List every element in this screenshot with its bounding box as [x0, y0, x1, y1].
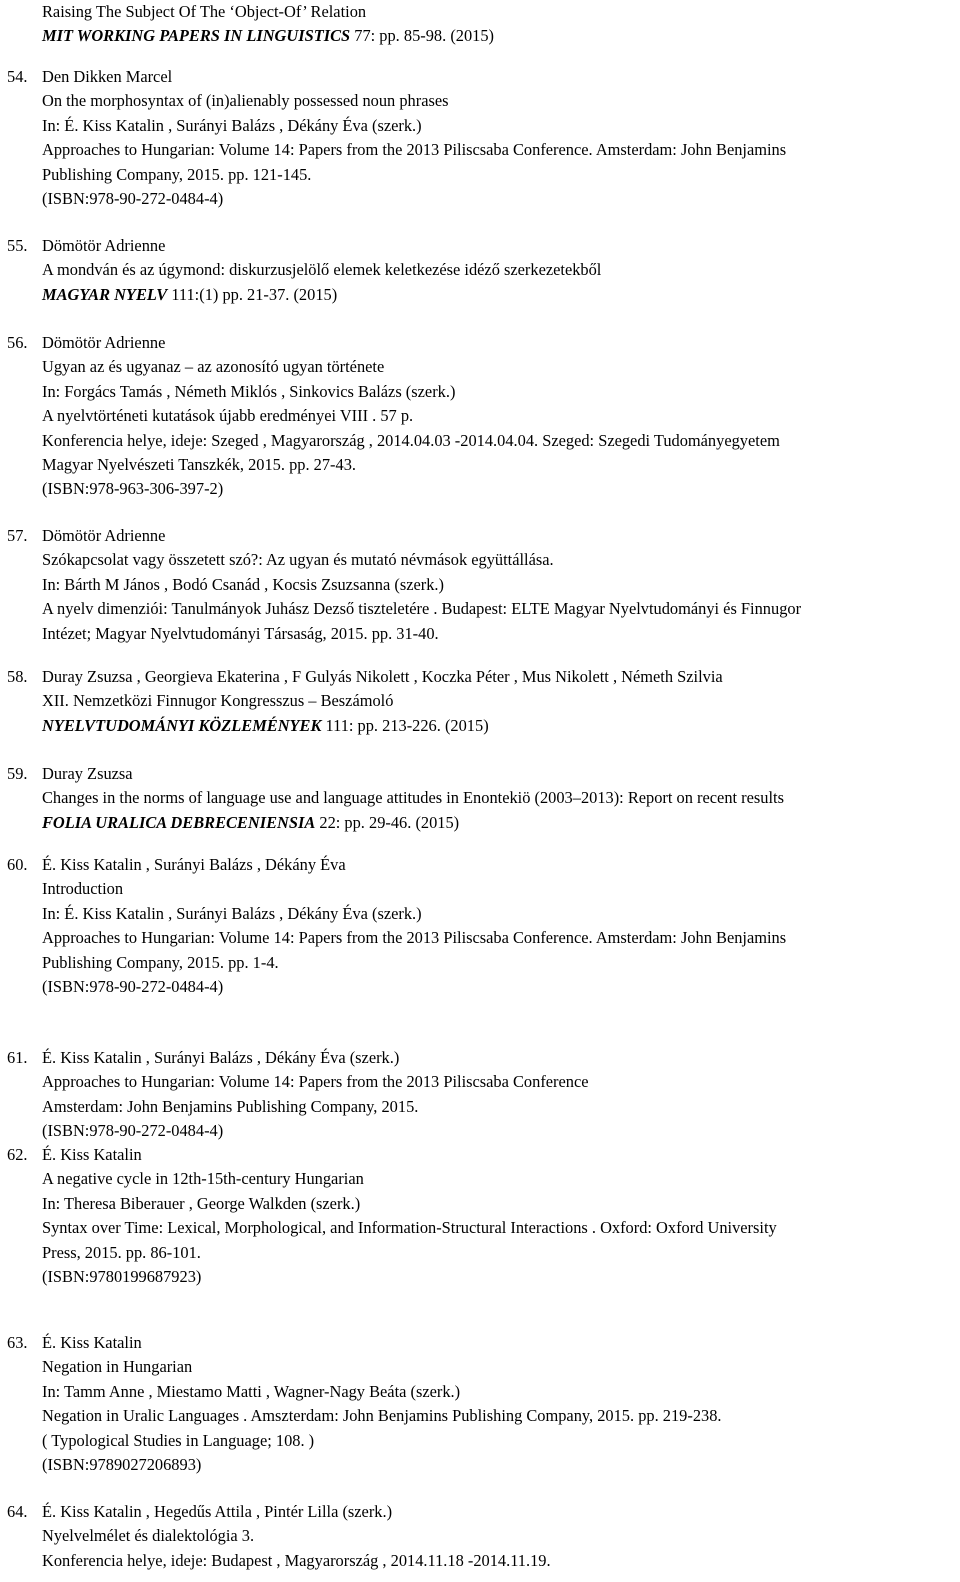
entry-text: 22: pp. 29-46. (2015): [315, 812, 460, 832]
entry-text: 111: pp. 213-226. (2015): [321, 715, 489, 735]
entry-line: [42, 951, 279, 975]
entry-line: [42, 1549, 551, 1573]
entry-text: Intézet; Magyar Nyelvtudományi Társaság, 2015. pp. 31-40.: [42, 623, 439, 643]
entry-line: [42, 1046, 399, 1070]
entry-line: [42, 622, 439, 646]
entry-number: 57.: [7, 526, 28, 545]
entry-number: 62.: [7, 1145, 28, 1164]
entry-line: [42, 1095, 418, 1119]
entry-text: Negation in Hungarian: [42, 1357, 193, 1377]
entry-line: [42, 1241, 201, 1265]
entry-text: Press, 2015. pp. 86-101.: [42, 1242, 201, 1262]
entry-line: [42, 24, 494, 48]
journal-title: MAGYAR NYELV: [42, 284, 168, 304]
entry-line: [42, 1265, 201, 1289]
entry-line: [42, 331, 165, 355]
entry-text: Publishing Company, 2015. pp. 121-145.: [42, 164, 312, 184]
entry-text: (ISBN:978-90-272-0484-4): [42, 977, 224, 996]
entry-text: Konferencia helye, ideje: Budapest , Magyarország , 2014.11.18 -2014.11.19.: [42, 1550, 551, 1570]
entry-line: [42, 689, 393, 713]
entry-text: É. Kiss Katalin: [42, 1333, 142, 1352]
entry-text: É. Kiss Katalin , Surányi Balázs , Dékány Éva (szerk.): [42, 1048, 400, 1067]
entry-line: [42, 975, 223, 999]
journal-title: FOLIA URALICA DEBRECENIENSIA: [42, 812, 316, 832]
entry-line: [42, 258, 601, 282]
entry-line: [42, 163, 311, 187]
entry-line: [42, 1192, 360, 1216]
entry-line: [42, 926, 786, 950]
entry-line: [42, 429, 780, 453]
entry-line: [42, 1167, 364, 1191]
entry-line: [42, 1380, 460, 1404]
entry-text: (ISBN:978-90-272-0484-4): [42, 189, 224, 208]
entry-line: [42, 1429, 314, 1453]
entry-number: 55.: [7, 236, 28, 255]
entry-number: 56.: [7, 333, 28, 352]
entry-line: [42, 187, 223, 211]
entry-line: [42, 524, 165, 548]
entry-text: (ISBN:978-90-272-0484-4): [42, 1121, 224, 1141]
entry-line: [42, 665, 723, 689]
entry-line: [42, 65, 172, 89]
entry-text: In: Bárth M János , Bodó Csanád , Kocsis Zsuzsanna (szerk.): [42, 574, 444, 594]
entry-text: É. Kiss Katalin: [42, 1145, 142, 1164]
entry-line: [42, 573, 444, 597]
entry-line: [42, 1216, 777, 1240]
entry-text: (ISBN:978-963-306-397-2): [42, 479, 224, 499]
entry-text: 77: pp. 85-98. (2015): [350, 26, 495, 46]
entry-text: Changes in the norms of language use and language attitudes in Enontekiö (2003–2013): Report on recent results: [42, 788, 784, 808]
entry-text: In: Theresa Biberauer , George Walkden (szerk.): [42, 1193, 361, 1213]
entry-text: Dömötör Adrienne: [42, 526, 166, 545]
entry-text: (ISBN:9789027206893): [42, 1455, 202, 1474]
entry-text: In: É. Kiss Katalin , Surányi Balázs , Dékány Éva (szerk.): [42, 115, 422, 135]
entry-line: [42, 786, 784, 810]
entry-text: On the morphosyntax of (in)alienably possessed noun phrases: [42, 91, 449, 111]
entry-line: [42, 548, 554, 572]
entry-line: [42, 1524, 254, 1548]
entry-text: Konferencia helye, ideje: Szeged , Magyarország , 2014.04.03 -2014.04.04. Szeged: Szegedi Tudományegyetem: [42, 430, 780, 450]
entry-text: Approaches to Hungarian: Volume 14: Papers from the 2013 Piliscsaba Conference. Amsterdam: John Benjamins: [42, 928, 787, 948]
entry-text: Szókapcsolat vagy összetett szó?: Az ugyan és mutató névmások együttállása.: [42, 550, 554, 570]
entry-line: [42, 138, 786, 162]
entry-text: Duray Zsuzsa , Georgieva Ekaterina , F Gulyás Nikolett , Koczka Péter , Mus Nikolett , Németh Szilvia: [42, 667, 723, 686]
entry-line: [42, 811, 459, 835]
entry-text: Nyelvelmélet és dialektológia 3.: [42, 1526, 255, 1546]
entry-text: É. Kiss Katalin , Surányi Balázs , Dékány Éva: [42, 855, 346, 874]
entry-line: [42, 404, 413, 428]
entry-line: [42, 1500, 392, 1524]
entry-line: [42, 283, 337, 307]
entry-line: [42, 1355, 192, 1379]
entry-text: Raising The Subject Of The ‘Object-Of’ Relation: [42, 2, 367, 21]
entry-number: 64.: [7, 1502, 28, 1521]
entry-text: A nyelv dimenziói: Tanulmányok Juhász Dezső tiszteletére . Budapest: ELTE Magyar Nyelvtudományi és Finnugor: [42, 599, 802, 619]
entry-text: Approaches to Hungarian: Volume 14: Papers from the 2013 Piliscsaba Conference: [42, 1072, 589, 1092]
entry-number: 60.: [7, 855, 28, 874]
entry-number: 63.: [7, 1333, 28, 1352]
entry-number: 58.: [7, 667, 28, 686]
entry-text: 111:(1) pp. 21-37. (2015): [167, 284, 338, 304]
journal-title: MIT WORKING PAPERS IN LINGUISTICS: [42, 26, 351, 46]
entry-line: [42, 355, 384, 379]
entry-text: (ISBN:9780199687923): [42, 1267, 202, 1286]
entry-text: Approaches to Hungarian: Volume 14: Papers from the 2013 Piliscsaba Conference. Amsterdam: John Benjamins: [42, 140, 787, 160]
entry-text: Ugyan az és ugyanaz – az azonosító ugyan története: [42, 357, 385, 377]
entry-text: In: Tamm Anne , Miestamo Matti , Wagner-Nagy Beáta (szerk.): [42, 1381, 461, 1401]
entry-text: A nyelvtörténeti kutatások újabb eredményei VIII . 57 p.: [42, 406, 414, 426]
entry-text: In: É. Kiss Katalin , Surányi Balázs , Dékány Éva (szerk.): [42, 903, 422, 923]
entry-line: [42, 1331, 142, 1355]
entry-text: Negation in Uralic Languages . Amszterdam: John Benjamins Publishing Company, 2015. pp. 219-238.: [42, 1406, 722, 1426]
entry-text: Syntax over Time: Lexical, Morphological, and Information-Structural Interactions . Oxford: Oxford University: [42, 1218, 777, 1238]
entry-text: Magyar Nyelvészeti Tanszkék, 2015. pp. 27-43.: [42, 455, 356, 474]
entry-line: [42, 597, 801, 621]
entry-text: Dömötör Adrienne: [42, 236, 166, 255]
entry-text: Duray Zsuzsa: [42, 764, 133, 783]
entry-line: [42, 877, 123, 901]
entry-line: [42, 1143, 142, 1167]
entry-text: Publishing Company, 2015. pp. 1-4.: [42, 952, 279, 972]
entry-text: A mondván és az úgymond: diskurzusjelölő elemek keletkezése idéző szerkezetekből: [42, 260, 602, 280]
entry-line: [42, 1070, 589, 1094]
entry-number: 54.: [7, 67, 28, 86]
entry-line: [42, 380, 455, 404]
entry-line: [42, 234, 165, 258]
entry-line: [42, 114, 422, 138]
entry-text: Den Dikken Marcel: [42, 67, 173, 86]
entry-line: [42, 1453, 201, 1477]
entry-text: A negative cycle in 12th-15th-century Hungarian: [42, 1169, 364, 1189]
entry-line: [42, 89, 449, 113]
entry-text: In: Forgács Tamás , Németh Miklós , Sinkovics Balázs (szerk.): [42, 381, 456, 401]
entry-text: Dömötör Adrienne: [42, 333, 166, 352]
journal-title: NYELVTUDOMÁNYI KÖZLEMÉNYEK: [42, 715, 322, 735]
entry-line: [42, 1119, 223, 1143]
entry-line: [42, 477, 223, 501]
entry-line: [42, 762, 133, 786]
entry-line: [42, 853, 346, 877]
entry-line: [42, 902, 422, 926]
entry-text: ( Typological Studies in Language; 108. ): [42, 1430, 315, 1450]
entry-text: É. Kiss Katalin , Hegedűs Attila , Pintér Lilla (szerk.): [42, 1502, 393, 1521]
entry-line: [42, 714, 489, 738]
entry-number: 59.: [7, 764, 28, 783]
entry-line: [42, 453, 356, 477]
entry-text: Introduction: [42, 879, 124, 899]
entry-text: Amsterdam: John Benjamins Publishing Company, 2015.: [42, 1096, 419, 1116]
entry-number: 61.: [7, 1048, 28, 1067]
entry-text: XII. Nemzetközi Finnugor Kongresszus – Beszámoló: [42, 691, 394, 711]
entry-line: [42, 1404, 722, 1428]
entry-line: [42, 0, 366, 24]
